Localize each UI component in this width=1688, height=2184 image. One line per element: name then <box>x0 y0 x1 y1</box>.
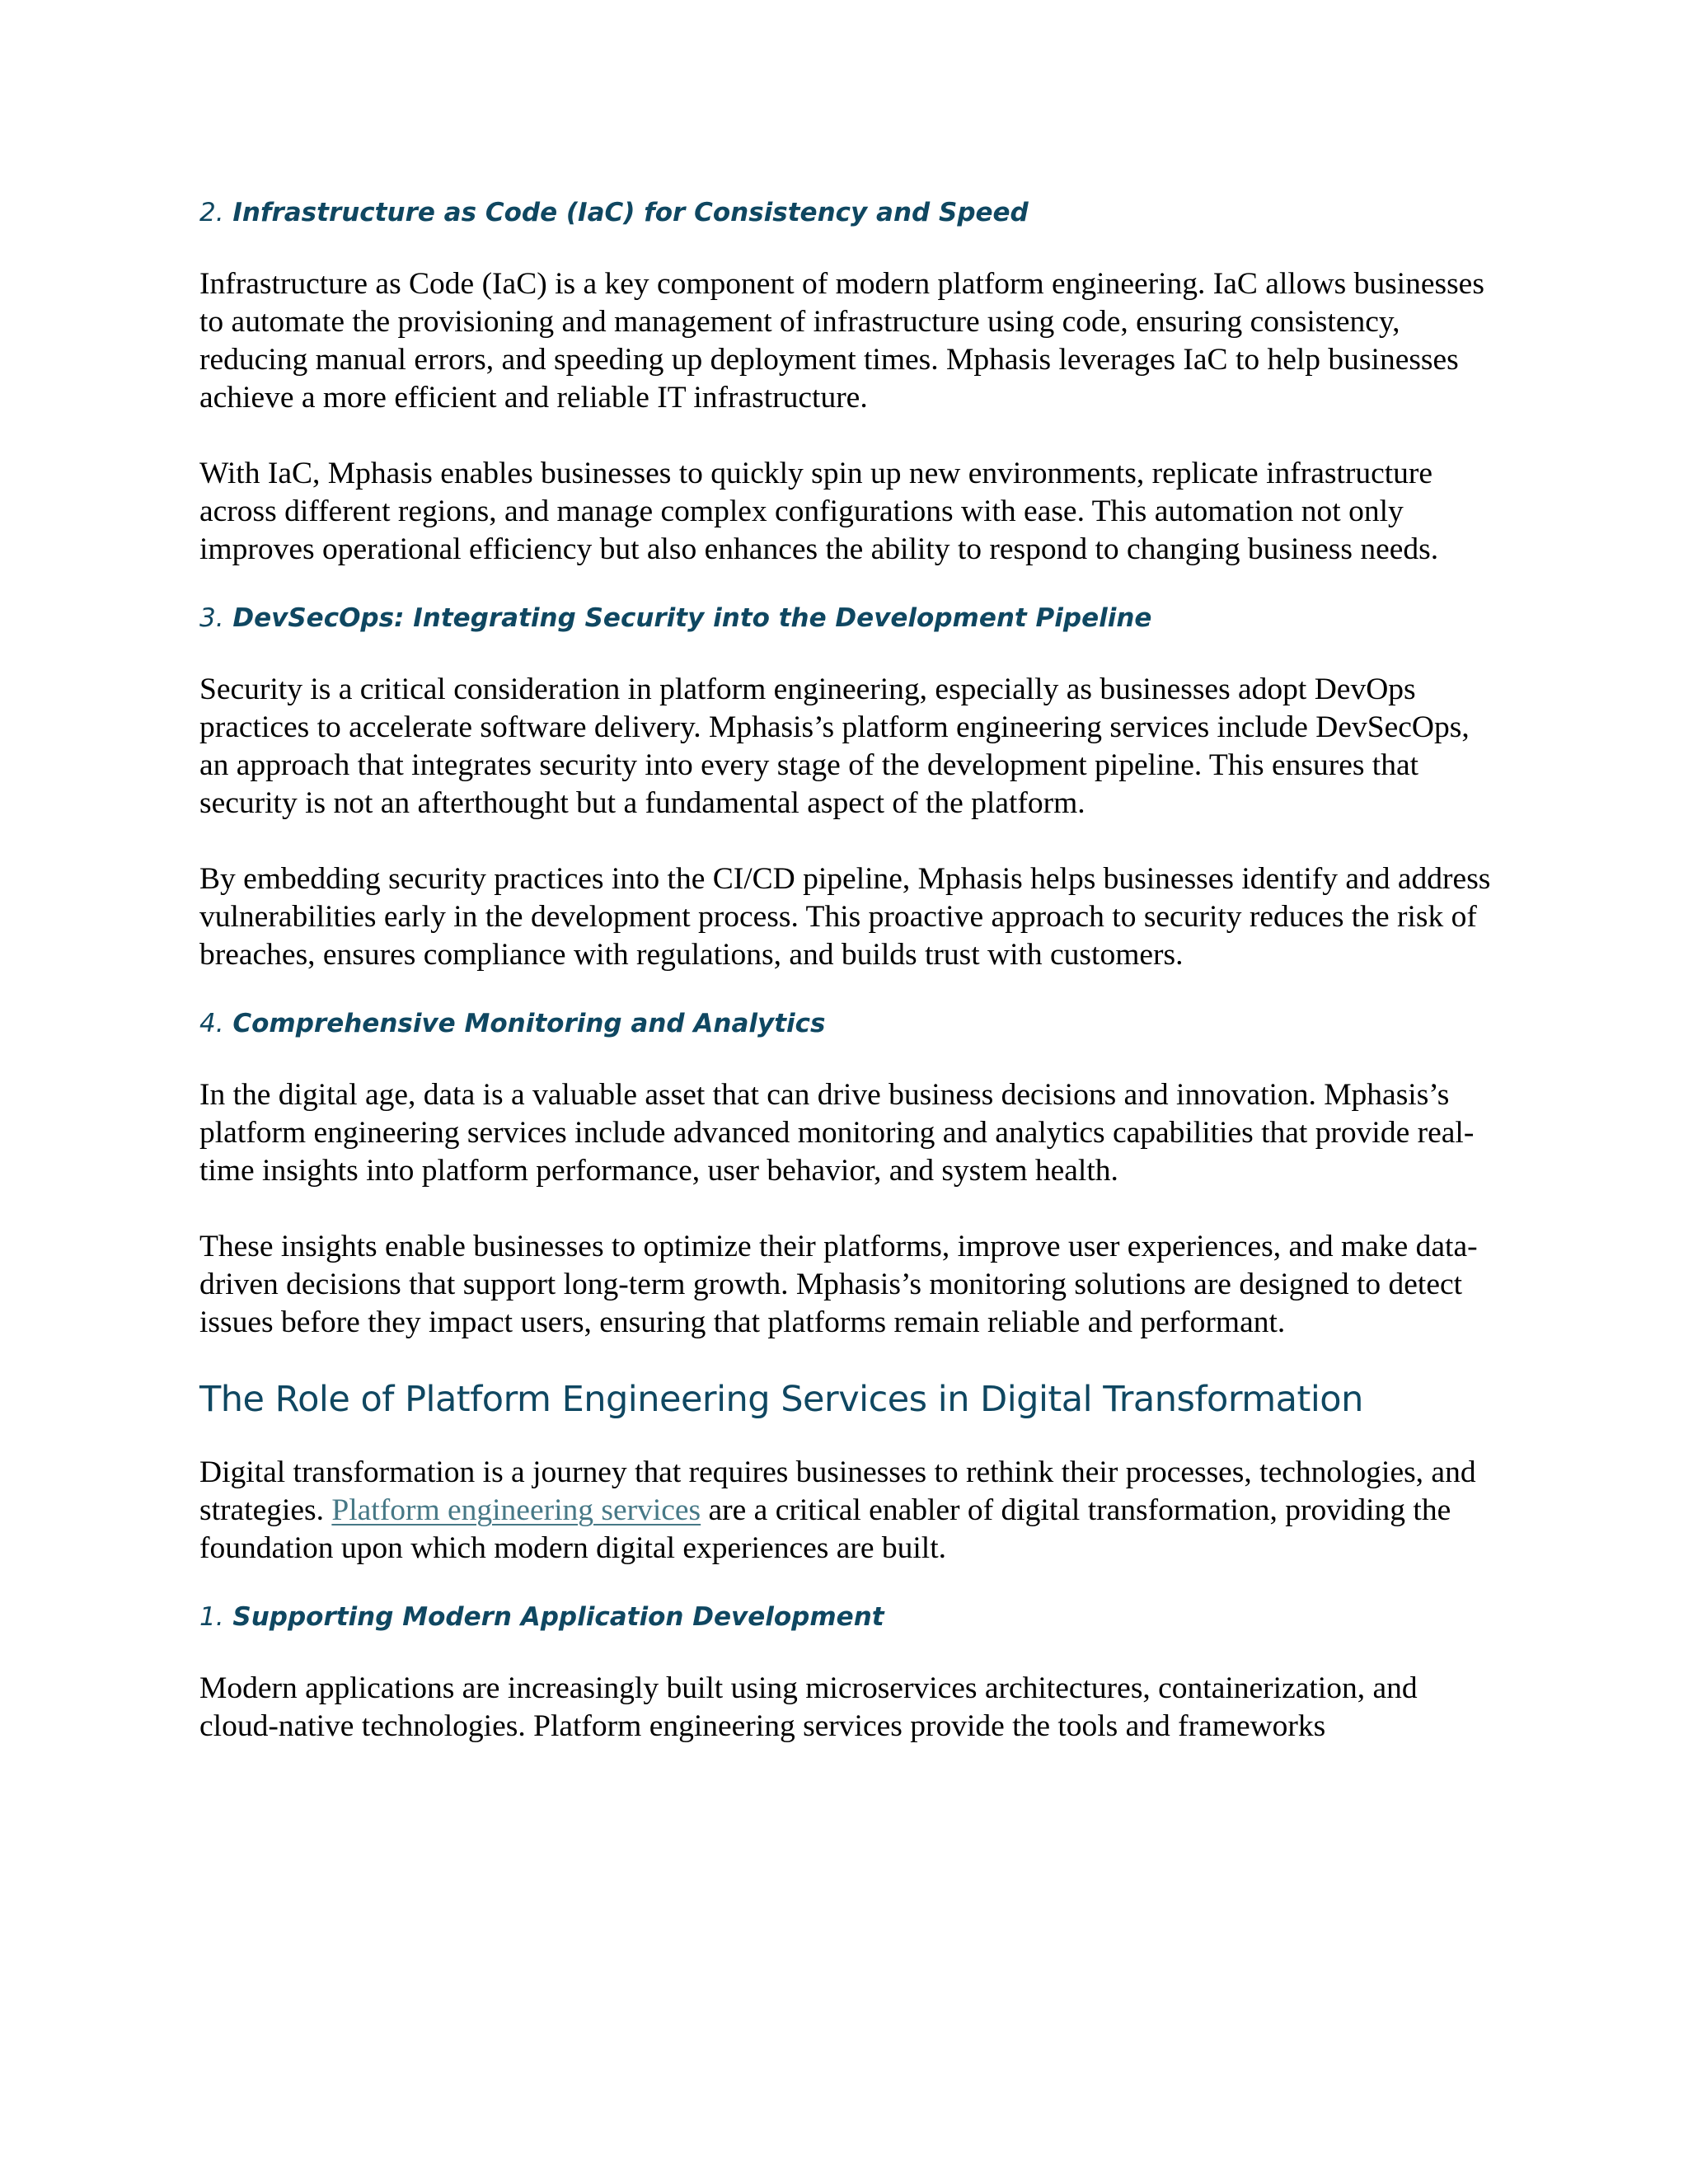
section-number: 1. <box>199 1602 224 1632</box>
section-heading-devsecops <box>199 602 1493 635</box>
paragraph-role-intro <box>199 1454 1493 1568</box>
paragraph-devsecops-2: By embedding security practices into the CI/CD pipeline, Mphasis helps businesses identify and address vulnerabilities early in the development process. This proactive approach to security reduces the risk of breaches, ensures compliance with regulations, and builds trust with customers. <box>199 862 1491 972</box>
intro-text-before-link: Digital transformation is a journey that requires businesses to rethink their processes, technologies, and strategies. <box>199 1455 1476 1527</box>
section-title: Supporting Modern Application Development <box>232 1602 884 1632</box>
paragraph-monitoring-2: These insights enable businesses to optimize their platforms, improve user experiences, and make data-driven decisions that support long-term growth. Mphasis’s monitoring solutions are designed to detect issues before they impact users, ensuring that platforms remain reliable and performant. <box>199 1230 1478 1339</box>
section-title: Comprehensive Monitoring and Analytics <box>232 1009 826 1038</box>
section-number: 4. <box>199 1009 224 1038</box>
section-heading-monitoring <box>199 1007 1493 1040</box>
section-title-role: The Role of Platform Engineering Services in Digital Transformation <box>199 1379 1363 1420</box>
paragraph-devsecops-1: Security is a critical consideration in platform engineering, especially as businesses adopt DevOps practices to accelerate software delivery. Mphasis’s platform engineering services include DevSecOps, an approach that integrates security into every stage of the development pipeline. This ensures that security is not an afterthought but a fundamental aspect of the platform. <box>199 673 1470 820</box>
section-heading-iac <box>199 196 1493 229</box>
section-heading-modern-app <box>199 1601 1493 1633</box>
section-number: 2. <box>199 198 224 227</box>
paragraph-iac-1: Infrastructure as Code (IaC) is a key component of modern platform engineering. IaC allows businesses to automate the provisioning and management of infrastructure using code, ensuring consistency, reducing manual errors, and speeding up deployment times. Mphasis leverages IaC to help businesses achieve a more efficient and reliable IT infrastructure. <box>199 267 1484 415</box>
intro-text-after-link: are a critical enabler of digital transformation, providing the foundation upon which modern digital experiences are built. <box>199 1493 1451 1565</box>
platform-engineering-services-link[interactable]: Platform engineering services <box>331 1493 701 1527</box>
section-title: Infrastructure as Code (IaC) for Consistency and Speed <box>232 198 1029 227</box>
paragraph-monitoring-1: In the digital age, data is a valuable asset that can drive business decisions and innovation. Mphasis’s platform engineering services include advanced monitoring and analytics capabilities that provide real-time insights into platform performance, user behavior, and system health. <box>199 1078 1475 1188</box>
document-page <box>199 196 1493 1746</box>
paragraph-iac-2: With IaC, Mphasis enables businesses to quickly spin up new environments, replicate infrastructure across different regions, and manage complex configurations with ease. This automation not only improves operational efficiency but also enhances the ability to respond to changing business needs. <box>199 457 1439 566</box>
section-title: DevSecOps: Integrating Security into the Development Pipeline <box>232 603 1152 633</box>
paragraph-modern-app: Modern applications are increasingly built using microservices architectures, containerization, and cloud-native technologies. Platform engineering services provide the tools and frameworks <box>199 1671 1418 1743</box>
section-number: 3. <box>199 603 224 633</box>
